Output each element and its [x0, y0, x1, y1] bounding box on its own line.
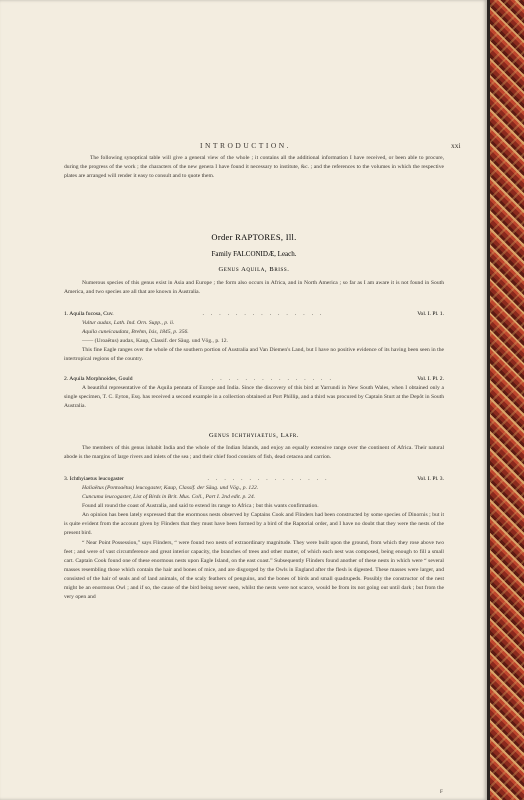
family-heading: Family FALCONIDÆ, Leach. — [211, 250, 297, 258]
species-1 — [64, 310, 444, 364]
species-line: 1. Aquila fucosa, Cuv. ............... Vol. I. Pl. 1. — [64, 311, 444, 317]
signature-mark: F — [440, 790, 443, 795]
species-text: “ Near Point Possession,” says Flinders, “ were found two nests of extraordinary magnitude. They were built upon the ground, from which they rose above two feet ; and were of vast circumference and great interior capacity, the branches of trees and other matter, of which each nest was composed, being enough to fill a small cart. Captain Cook found one of these enormous nests upon Eagle Island, on the east coast.” Subsequently Flinders found another of these nests in which were “ several masses resembling those which contain the hair and bones of mice, and are disgorged by the Owls in England after the flesh is digested. These masses were larger, and consisted of the hair of seals and of land animals, of the scaly feathers of penguins, and the bones of birds and small quadrupeds. Possibly the constructor of the nest might be an enormous Owl ; and if so, the cause of the bird being never seen, whilst the nests were not scarce, would be from its not going out until dark ; but from the very open and — [64, 539, 444, 601]
species-name: 3. Ichthyiaetus leucogaster — [64, 476, 124, 482]
species-ref: Vol. I. Pl. 1. — [417, 311, 444, 317]
species-2 — [64, 375, 444, 411]
species-ref: Vol. I. Pl. 2. — [417, 376, 444, 382]
page-number: xxi — [451, 141, 461, 150]
species-ref: Vol. I. Pl. 3. — [417, 476, 444, 482]
genus-heading-aquila: Genus Aquila, Briss. — [218, 266, 290, 273]
synonym: —— (Uroaëtus) audax, Kaup, Classif. der Säug. und Vög., p. 12. — [82, 338, 228, 345]
species-text: A beautiful representative of the Aquila pennata of Europe and India. Since the discovery of this bird at Yarrundi in New South Wales, when I obtained only a single specimen, T. C. Eyton, Esq. has received a second example in a collection obtained at Port Phillip, and a third was procured by Captain Sturt at the Depôt in South Australia. — [64, 385, 444, 410]
running-title: INTRODUCTION. — [200, 141, 292, 150]
synonym: Aquila cuneicaudata, Brehm, Isis, 1845, p. 356. — [82, 329, 189, 336]
genus-ichthyiaetus-text: The members of this genus inhabit India and the whole of the Indian Islands, and enjoy an equally extensive range over the continent of Africa. Their natural abode is the margins of large rivers and inlets of the sea ; and their chief food consists of fish, dead cetacea and carrion. — [64, 445, 444, 461]
intro-paragraph: The following synoptical table will give a general view of the whole ; it contains all the additional information I have received, or been able to procure, during the progress of the work ; the characters of the new genera I have found it necessary to institute, &c. ; and the references to the volumes in which the respective plates are arranged will render it easy to consult and to quote them. — [64, 155, 444, 180]
species-name: 1. Aquila fucosa, Cuv. — [64, 311, 114, 317]
species-name: 2. Aquila Morphnoides, Gould — [64, 376, 133, 382]
species-text: An opinion has been lately expressed that the enormous nests observed by Captains Cook and Flinders had been constructed by some species of Dinornis ; but it is quite evident from the account given by Flinders that they must have been formed by a bird of the Raptorial order, and I have no doubt that they were the nests of the present bird. — [64, 512, 444, 537]
synonym: Haliaëtus (Pontoaëtus) leucogaster, Kaup, Classif. der Säug. und Vög., p. 122. — [82, 485, 259, 491]
species-3 — [64, 475, 444, 602]
species-line: 2. Aquila Morphnoides, Gould ............... Vol. I. Pl. 2. — [64, 376, 444, 382]
order-heading: Order RAPTORES, Ill. — [211, 232, 297, 242]
synonym: Cuncuma leucogaster, List of Birds in Brit. Mus. Coll., Part I. 2nd edit. p. 24. — [82, 494, 256, 501]
species-text: Found all round the coast of Australia, and said to extend its range to Africa ; but this wants confirmation. — [82, 503, 319, 510]
species-text: This fine Eagle ranges over the whole of the southern portion of Australia and Van Diemen's Land, but I have no positive evidence of its having been seen in the intertropical regions of the country. — [64, 347, 444, 363]
genus-heading-ichthyiaetus: Genus Ichthyiaetus, Lafr. — [208, 432, 300, 439]
synonym: Vultur audax, Lath. Ind. Orn. Supp., p. ii. — [82, 320, 175, 326]
genus-aquila-text: Numerous species of this genus exist in Asia and Europe ; the form also occurs in Africa, and in North America ; so far as I am aware it is not found in South America, and two species are all that are known in Australia. — [64, 280, 444, 296]
decorative-binding-edge — [490, 0, 524, 800]
species-line: 3. Ichthyiaetus leucogaster ............... Vol. I. Pl. 3. — [64, 476, 444, 482]
